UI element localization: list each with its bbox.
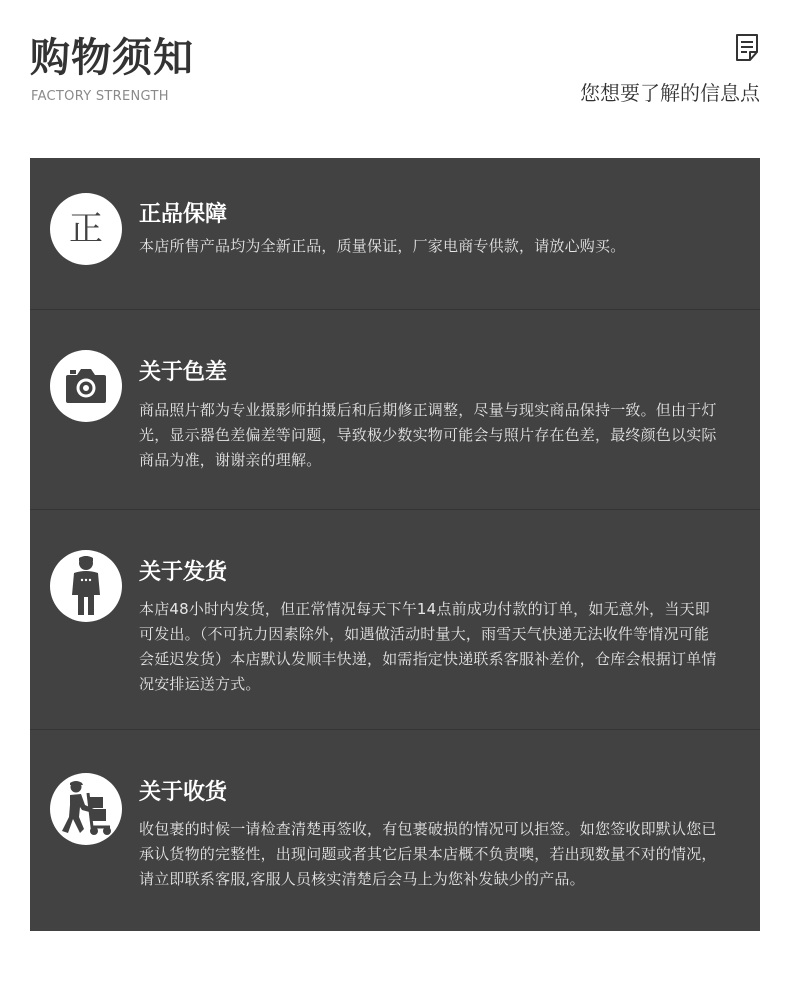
section-body: 本店所售产品均为全新正品，质量保证，厂家电商专供款，请放心购买。	[139, 237, 626, 255]
authentic-char: 正	[69, 209, 103, 249]
section-receiving	[30, 730, 760, 931]
courier-icon	[50, 550, 122, 622]
document-icon	[734, 33, 762, 63]
section-shipping	[30, 510, 760, 730]
notice-panel	[30, 158, 760, 931]
page-title: 购物须知	[30, 35, 194, 81]
delivery-person-icon	[50, 773, 122, 845]
camera-glyph	[64, 366, 108, 406]
section-body: 商品照片都为专业摄影师拍摄后和后期修正调整，尽量与现实商品保持一致。但由于灯光，显示器色差偏差等问题，导致极少数实物可能会与照片存在色差，最终颜色以实际商品为准，谢谢亲的理解。	[139, 401, 717, 469]
section-title: 正品保障	[139, 202, 228, 227]
section-title: 关于色差	[139, 360, 228, 385]
section-title: 关于收货	[139, 780, 228, 805]
page-subtitle: FACTORY STRENGTH	[31, 89, 169, 104]
section-color-diff	[30, 310, 760, 510]
section-title: 关于发货	[139, 560, 228, 585]
courier-glyph	[66, 555, 106, 617]
page-header	[0, 0, 790, 158]
section-body: 收包裹的时候一请检查清楚再签收，有包裹破损的情况可以拒签。如您签收即默认您已承认货物的完整性，出现问题或者其它后果本店概不负责噢，若出现数量不对的情况，请立即联系客服,客服人员核实清楚后会马上为您补发缺少的产品。	[139, 820, 717, 888]
delivery-glyph	[58, 779, 114, 839]
camera-icon	[50, 350, 122, 422]
header-tagline: 您想要了解的信息点	[580, 81, 760, 105]
section-body: 本店48小时内发货，但正常情况每天下午14点前成功付款的订单，如无意外，当天即可发出。（不可抗力因素除外，如遇做活动时量大，雨雪天气快递无法收件等情况可能会延迟发货）本店默认发顺丰快递，如需指定快递联系客服补差价，仓库会根据订单情况安排运送方式。	[139, 600, 717, 693]
authentic-char-icon	[50, 193, 122, 265]
section-authentic	[30, 158, 760, 310]
